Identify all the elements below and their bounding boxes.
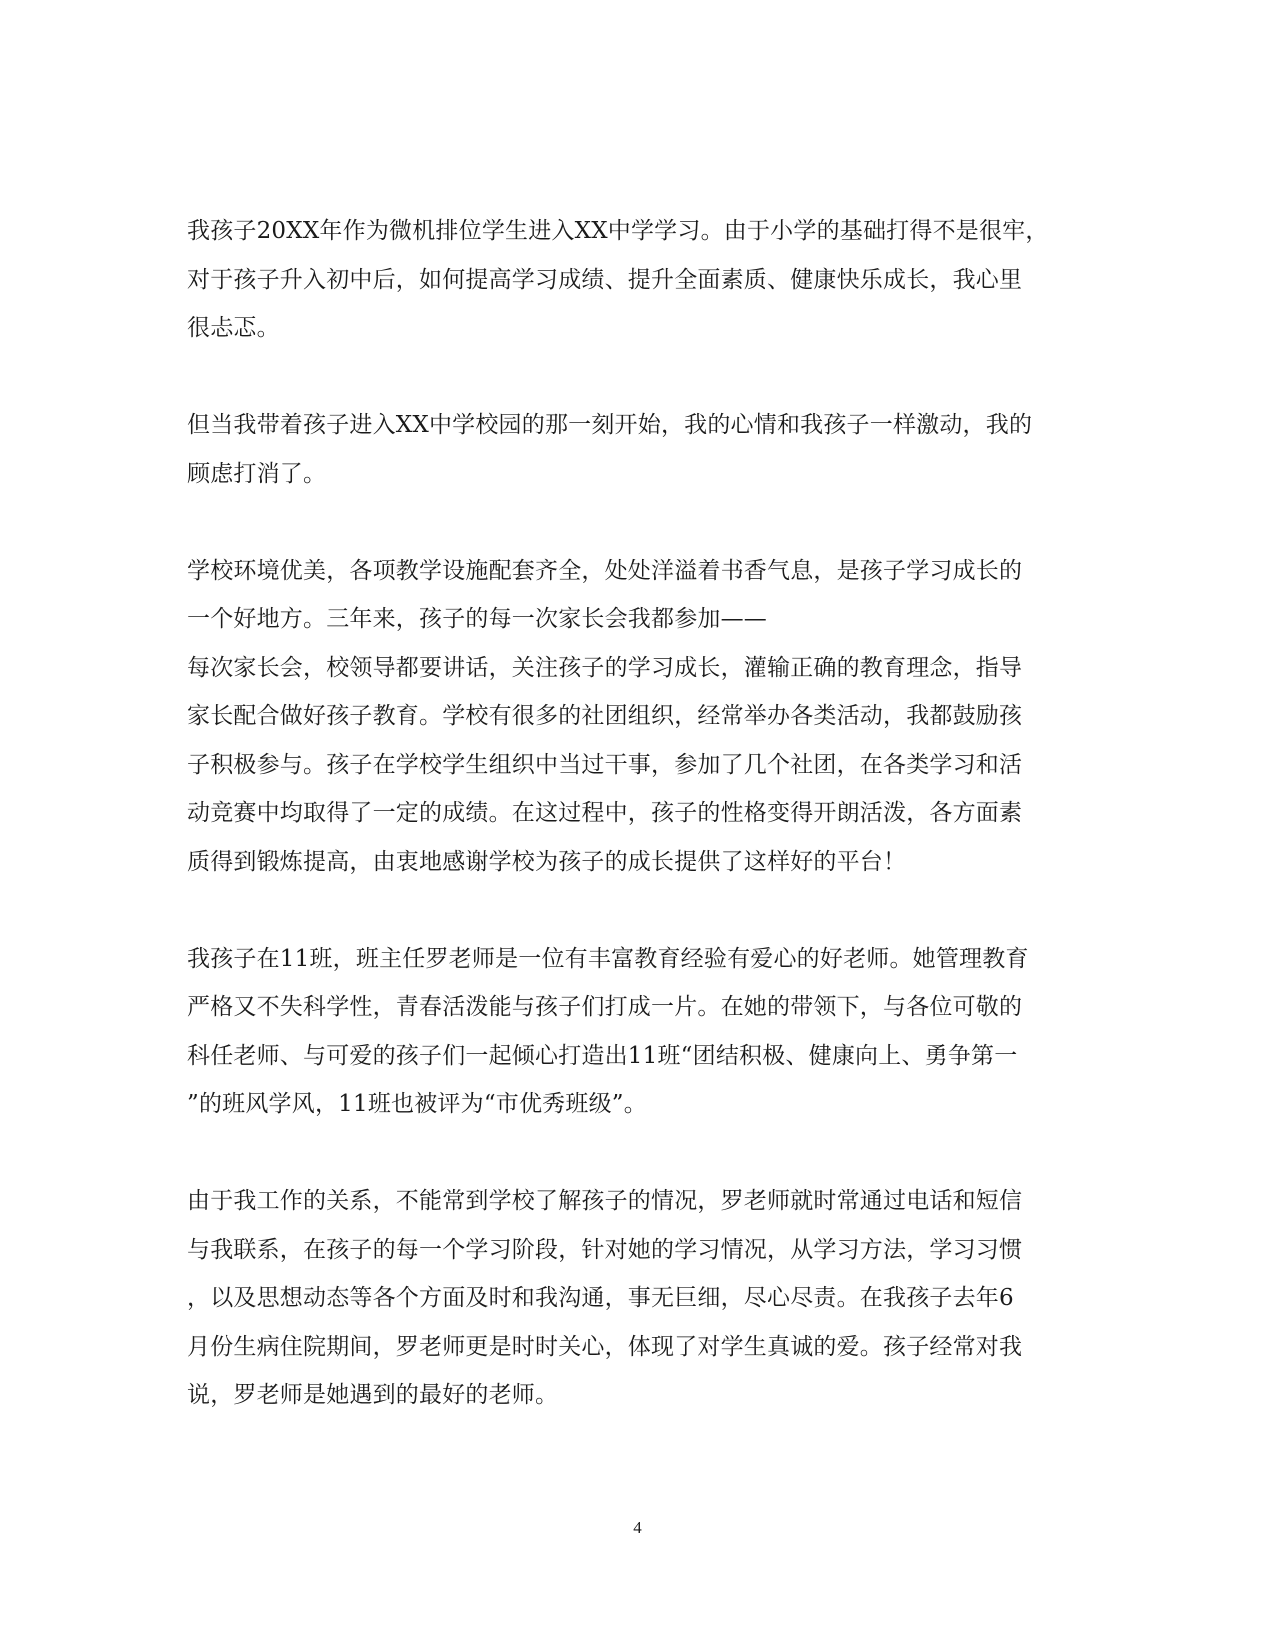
- paragraph-4: [187, 935, 1087, 1129]
- text-line: 一个好地方。三年来，孩子的每一次家长会我都参加——: [187, 606, 767, 632]
- paragraph-3: [187, 547, 1087, 887]
- text-line: ，以及思想动态等各个方面及时和我沟通，事无巨细，尽心尽责。在我孩子去年6: [187, 1285, 1014, 1311]
- text-line: 月份生病住院期间，罗老师更是时时关心，体现了对学生真诚的爱。孩子经常对我: [187, 1333, 1023, 1360]
- paragraph-gap: [187, 353, 1087, 402]
- paragraph-gap: [187, 886, 1087, 935]
- body-text: [187, 207, 1087, 1420]
- paragraph-2: [187, 401, 1087, 498]
- text-line: 对于孩子升入初中后，如何提高学习成绩、提升全面素质、健康快乐成长，我心里: [187, 266, 1023, 293]
- page-number: 4: [633, 1518, 642, 1537]
- text-line: 子积极参与。孩子在学校学生组织中当过干事，参加了几个社团，在各类学习和活: [187, 751, 1023, 778]
- paragraph-gap: [187, 498, 1087, 547]
- text-line: 但当我带着孩子进入XX中学校园的那一刻开始，我的心情和我孩子一样激动，我的: [187, 412, 1033, 438]
- text-line: 很忐忑。: [187, 315, 280, 341]
- text-line: 顾虑打消了。: [187, 460, 327, 487]
- text-line: 学校环境优美，各项教学设施配套齐全，处处洋溢着书香气息，是孩子学习成长的: [187, 557, 1023, 584]
- text-line: 质得到锻炼提高，由衷地感谢学校为孩子的成长提供了这样好的平台！: [187, 848, 907, 875]
- text-line: 由于我工作的关系，不能常到学校了解孩子的情况，罗老师就时常通过电话和短信: [187, 1188, 1023, 1214]
- text-line: 我孩子在11班，班主任罗老师是一位有丰富教育经验有爱心的好老师。她管理教育: [187, 945, 1029, 972]
- text-line: 严格又不失科学性，青春活泼能与孩子们打成一片。在她的带领下，与各位可敬的: [187, 994, 1023, 1020]
- text-line: 每次家长会，校领导都要讲话，关注孩子的学习成长，灌输正确的教育理念，指导: [187, 654, 1023, 681]
- paragraph-5: [187, 1177, 1087, 1420]
- text-line: 说，罗老师是她遇到的最好的老师。: [187, 1382, 559, 1408]
- paragraph-1: [187, 207, 1087, 353]
- text-line: 家长配合做好孩子教育。学校有很多的社团组织，经常举办各类活动，我都鼓励孩: [187, 703, 1023, 729]
- text-line: 与我联系，在孩子的每一个学习阶段，针对她的学习情况，从学习方法，学习习惯: [187, 1236, 1023, 1263]
- paragraph-gap: [187, 1129, 1087, 1178]
- text-line: ”的班风学风，11班也被评为“市优秀班级”。: [187, 1091, 647, 1117]
- text-line: 动竞赛中均取得了一定的成绩。在这过程中，孩子的性格变得开朗活泼，各方面素: [187, 800, 1023, 826]
- text-line: 科任老师、与可爱的孩子们一起倾心打造出11班“团结积极、健康向上、勇争第一: [187, 1042, 1018, 1069]
- text-line: 我孩子20XX年作为微机排位学生进入XX中学学习。由于小学的基础打得不是很牢，: [187, 218, 1049, 244]
